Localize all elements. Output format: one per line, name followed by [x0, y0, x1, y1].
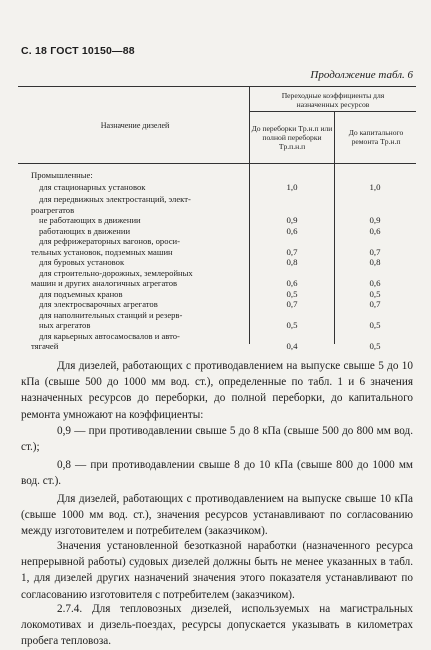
table-row-label: для электросварочных агрегатов [39, 299, 158, 309]
page-header: С. 18 ГОСТ 10150—88 [21, 45, 135, 57]
table-row-label: Промышленные: [31, 170, 93, 180]
table-cell-capital: 0,7 [369, 246, 381, 257]
table-cell-overhaul: 0,5 [286, 288, 298, 299]
table-cell-capital: 0,5 [369, 320, 381, 330]
table-cell-overhaul: 0,7 [286, 299, 298, 309]
paragraph-4: Для дизелей, работающих с противодавлением на выпуске свыше 10 кПа (свыше 1000 мм вод. ст.), значения ресурсов устанавливают по согласованию между изготовителем и потребителем (заказчиком). [21, 493, 413, 538]
table-cell-capital: 0,5 [369, 341, 381, 351]
table-continuation-label: Продолжение табл. 6 [310, 69, 413, 81]
table-row-label: машин и других аналогичных агрегатов [31, 278, 178, 288]
table-row-label: для наполнительных станций и резерв- [39, 309, 183, 320]
table-cell-overhaul: 0,4 [286, 341, 298, 351]
table-cell-overhaul: 1,0 [286, 181, 298, 192]
table-row-label: для подъемных кранов [39, 288, 123, 299]
table-row-label: для буровых установок [39, 257, 125, 267]
table-cell-overhaul: 0,9 [286, 215, 298, 225]
table-row-label: для строительно-дорожных, землеройных [39, 267, 193, 278]
table-cell-capital: 1,0 [369, 181, 381, 192]
table-row-label: ных агрегатов [39, 320, 91, 330]
header-bottom-rule [18, 163, 416, 164]
paragraph-2: 0,9 — при противодавлении свыше 5 до 8 кПа (свыше 500 до 800 мм вод. ст.); [21, 425, 413, 454]
paragraph-1: Для дизелей, работающих с противодавлением на выпуске свыше 5 до 10 кПа (свыше 500 до 1000 мм вод. ст.), определенные по табл. 1 и 6 значения назначенных ресурсов до переборки, до полной переборки, до капитального ремонта умножают на коэффициенты: [21, 360, 413, 421]
paragraph-3: 0,8 — при противодавлении свыше 8 до 10 кПа (свыше 800 до 1000 мм вод. ст.). [21, 459, 413, 488]
table-cell-capital: 0,7 [369, 299, 381, 309]
paragraph-6: 2.7.4. Для тепловозных дизелей, используемых на магистральных локомотивах и дизель-поездах, ресурсы допускается указывать в километрах пробега тепловоза. [21, 603, 413, 648]
table-row-label: работающих в движении [39, 225, 131, 236]
table-cell-capital: 0,9 [369, 215, 381, 225]
table-cell-capital: 0,5 [369, 288, 381, 299]
table-cell-capital: 0,6 [369, 225, 381, 236]
table-cell-capital: 0,8 [369, 257, 381, 267]
column-divider-2 [334, 111, 335, 344]
table-cell-overhaul: 0,6 [286, 225, 298, 236]
paragraph-5: Значения установленной безотказной наработки (назначенного ресурса непрерывной работы) судовых дизелей должны быть не менее указанных в табл. 1, для дизелей других назначений значения этого показателя устанавливают по согласованию изготовителя с потребителем (заказчиком). [21, 540, 413, 601]
table-cell-overhaul: 0,8 [286, 257, 298, 267]
table-row-label: для передвижных электростанций, элект- [39, 194, 191, 204]
table-cell-overhaul: 0,5 [286, 320, 298, 330]
header-capital-repair: До капитального ремонта Tр.н.п [348, 128, 404, 146]
table-top-rule [18, 86, 416, 87]
table-row-label: для карьерных автосамосвалов и авто- [39, 330, 180, 341]
table-cell-overhaul: 0,6 [286, 278, 298, 288]
header-coefficients-group: Переходные коэффициенты для назначенных ресурсов [281, 91, 385, 109]
table-row-label: тельных установок, подземных машин [31, 246, 173, 257]
table-row-label: для рефрижераторных вагонов, ороси- [39, 236, 181, 246]
table-row-label: тягачей [31, 341, 59, 351]
table-row-label: роагрегатов [31, 204, 75, 215]
table-cell-capital: 0,6 [369, 278, 381, 288]
header-overhaul: До переборки Tр.н.п или полной переборки Tр.п.н.п [251, 124, 333, 151]
column-divider-1 [249, 86, 250, 344]
header-designation: Назначение дизелей [100, 121, 170, 130]
table-row-label: не работающих в движении [39, 215, 141, 225]
table-row-label: для стационарных установок [39, 181, 146, 192]
table-cell-overhaul: 0,7 [286, 246, 298, 257]
group-header-rule [249, 111, 416, 112]
